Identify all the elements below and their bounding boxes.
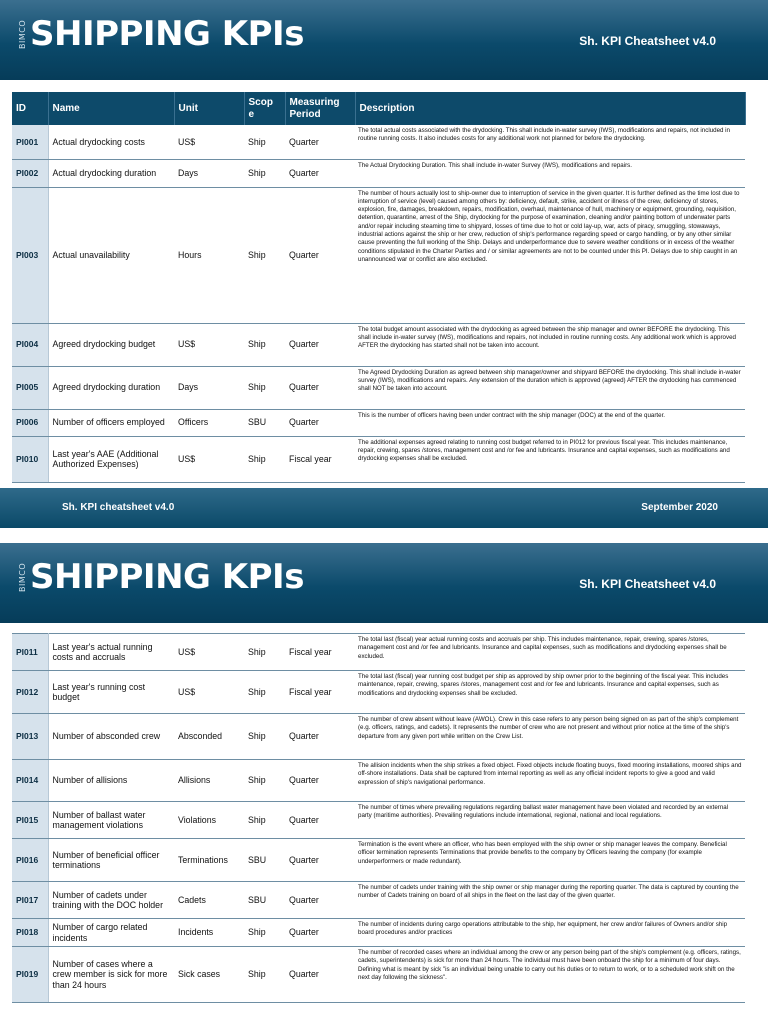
kpi-description: The total actual costs associated with the drydocking. This shall include in-water survey (IWS), modifications and repairs, not included in routine running costs. It also includes costs for any additional work not planned for before the drydocking. <box>355 125 745 159</box>
table-row <box>12 839 745 882</box>
kpi-unit: Terminations <box>174 839 244 882</box>
kpi-unit: Sick cases <box>174 947 244 1003</box>
table-row <box>12 159 745 187</box>
col-description: Description <box>355 92 745 125</box>
bimco-label: BIMCO <box>18 19 27 49</box>
brand-title: SHIPPING KPIs <box>30 557 304 597</box>
kpi-description: The Agreed Drydocking Duration as agreed between ship manager/owner and shipyard BEFORE the drydocking. This shall include in-water survey (IWS), modifications and repairs. Any extension of the duration which is approved (agreed) AFTER the drydocking has commenced shall NOT be taken into account. <box>355 366 745 409</box>
kpi-id: PI012 <box>12 671 48 714</box>
kpi-description: The allision incidents when the ship strikes a fixed object. Fixed objects include floating buoys, fixed mooring installations, moored ships and off-shore installations. Data shall be captured from internal reporting as well as any official incident reports to give a good and valid expression of ship's navigational performance. <box>355 760 745 802</box>
brand-title: SHIPPING KPIs <box>30 14 304 54</box>
page1-header <box>0 0 768 80</box>
kpi-name: Number of officers employed <box>48 409 174 436</box>
kpi-scope: SBU <box>244 409 285 436</box>
kpi-description: The additional expenses agreed relating to running cost budget referred to in PI012 for previous fiscal year. This includes maintenance, repair, crewing, spares /stores, management cost and /or fee and lubricants. Insurance and capital expenses, such as modifications and drydocking expenses shall be excluded. <box>355 436 745 482</box>
table-row <box>12 323 745 366</box>
kpi-name: Last year's actual running costs and accruals <box>48 634 174 671</box>
table-row <box>12 882 745 919</box>
kpi-period: Quarter <box>285 947 355 1003</box>
col-unit: Unit <box>174 92 244 125</box>
kpi-scope: SBU <box>244 839 285 882</box>
bimco-label: BIMCO <box>18 562 27 592</box>
kpi-description: The total last (fiscal) year running cost budget per ship as approved by ship owner prior to the beginning of the fiscal year. This includes maintenance, repair, crewing, spares /stores, management cost and /or fee and lubricants. Insurance and capital expenses, such as modifications and drydocking expenses shall be excluded. <box>355 671 745 714</box>
table-row <box>12 366 745 409</box>
kpi-scope: Ship <box>244 802 285 839</box>
kpi-id: PI015 <box>12 802 48 839</box>
kpi-description: The total budget amount associated with the drydocking as agreed between the ship manager and owner BEFORE the drydocking. This shall include in-water survey (IWS), modifications and repairs, not included in routine running costs. Any additional work which is approved AFTER the drydocking has started shall not be taken into account. <box>355 323 745 366</box>
kpi-scope: Ship <box>244 919 285 947</box>
kpi-description: The number of times where prevailing regulations regarding ballast water management have been violated and recorded by an external party (maritime authorities). Prevailing regulations include international, regional, national and local regulations. <box>355 802 745 839</box>
kpi-scope: Ship <box>244 436 285 482</box>
kpi-scope: Ship <box>244 125 285 159</box>
table-header-row <box>12 92 745 125</box>
kpi-period: Quarter <box>285 839 355 882</box>
kpi-description: The number of hours actually lost to ship-owner due to interruption of service in the given quarter. It is further defined as the time lost due to interruption of service (level) caused among others by: deficiency, default, strike, accident or illness of the crew, deficiency of stores, explosion, fire, damages, breakdown, repairs, modification, overhaul, maintenance of hull, machinery or equipment, grounding, requisition, detention, quarantine, arrest of the Ship, drydocking for the purpose of examination, cleaning and/or painting bottom of underwater parts and/or repair including steaming time to shipyard, losses of time due to hot or cold lay-up, war, acts of piracy, smuggling, stowaways, industrial actions against the ship or her crew, reduction of ship's performance regarding speed or cargo handling, or by any other similar cause preventing the full working of the Ship. Delays and underperformance due to severe weather conditions or in excess of the weather conditions stipulated in the Charter Parties and / or similar agreements are not to be counted under this PI. Delays due to ship caught in an unannounced war or conflict are also excluded. <box>355 187 745 323</box>
table-row <box>12 187 745 323</box>
kpi-scope: Ship <box>244 760 285 802</box>
kpi-scope: SBU <box>244 882 285 919</box>
kpi-scope: Ship <box>244 947 285 1003</box>
kpi-name: Agreed drydocking duration <box>48 366 174 409</box>
kpi-period: Fiscal year <box>285 634 355 671</box>
footer-left: Sh. KPI cheatsheet v4.0 <box>62 502 175 513</box>
table-row <box>12 714 745 760</box>
kpi-scope: Ship <box>244 187 285 323</box>
kpi-id: PI017 <box>12 882 48 919</box>
kpi-name: Agreed drydocking budget <box>48 323 174 366</box>
kpi-period: Quarter <box>285 714 355 760</box>
kpi-table-page2 <box>12 633 745 1003</box>
cheatsheet-label: Sh. KPI Cheatsheet v4.0 <box>579 34 716 48</box>
kpi-id: PI003 <box>12 187 48 323</box>
kpi-unit: US$ <box>174 323 244 366</box>
kpi-unit: Incidents <box>174 919 244 947</box>
table-row <box>12 802 745 839</box>
kpi-name: Last year's running cost budget <box>48 671 174 714</box>
kpi-table-page1 <box>12 92 745 483</box>
page2-header <box>0 543 768 623</box>
table-row <box>12 760 745 802</box>
kpi-id: PI019 <box>12 947 48 1003</box>
kpi-period: Quarter <box>285 187 355 323</box>
kpi-unit: Hours <box>174 187 244 323</box>
kpi-name: Number of cadets under training with the DOC holder <box>48 882 174 919</box>
kpi-scope: Ship <box>244 366 285 409</box>
table-row <box>12 671 745 714</box>
kpi-name: Number of beneficial officer terminations <box>48 839 174 882</box>
kpi-id: PI014 <box>12 760 48 802</box>
kpi-name: Number of cargo related incidents <box>48 919 174 947</box>
kpi-unit: Officers <box>174 409 244 436</box>
kpi-unit: Days <box>174 366 244 409</box>
kpi-scope: Ship <box>244 323 285 366</box>
kpi-id: PI002 <box>12 159 48 187</box>
kpi-description: The number of cadets under training with the ship owner or ship manager during the reporting quarter. The data is captured by counting the number of Cadets training on board of all ships in the fleet on the last day of the given quarter. <box>355 882 745 919</box>
kpi-name: Number of cases where a crew member is sick for more than 24 hours <box>48 947 174 1003</box>
cheatsheet-label: Sh. KPI Cheatsheet v4.0 <box>579 577 716 591</box>
kpi-id: PI010 <box>12 436 48 482</box>
kpi-scope: Ship <box>244 159 285 187</box>
bimco-logo <box>18 14 304 54</box>
kpi-name: Actual unavailability <box>48 187 174 323</box>
col-period: Measuring Period <box>285 92 355 125</box>
kpi-description: The total last (fiscal) year actual running costs and accruals per ship. This includes maintenance, repair, crewing, spares /stores, management cost and /or fee and lubricants. Insurance and capital expenses, such as modifications and drydocking expenses shall be excluded. <box>355 634 745 671</box>
page1-footer <box>0 488 768 528</box>
kpi-name: Actual drydocking costs <box>48 125 174 159</box>
kpi-period: Quarter <box>285 802 355 839</box>
kpi-period: Quarter <box>285 409 355 436</box>
kpi-period: Quarter <box>285 919 355 947</box>
table-row <box>12 125 745 159</box>
kpi-scope: Ship <box>244 714 285 760</box>
kpi-name: Last year's AAE (Additional Authorized Expenses) <box>48 436 174 482</box>
kpi-unit: Absconded <box>174 714 244 760</box>
kpi-description: The number of incidents during cargo operations attributable to the ship, her equipment, her crew and/or failures of Owners and/or ship board procedures and/or practices <box>355 919 745 947</box>
kpi-name: Actual drydocking duration <box>48 159 174 187</box>
kpi-name: Number of ballast water management violations <box>48 802 174 839</box>
table-row <box>12 919 745 947</box>
footer-date: September 2020 <box>641 502 718 513</box>
kpi-unit: US$ <box>174 671 244 714</box>
kpi-id: PI011 <box>12 634 48 671</box>
col-id: ID <box>12 92 48 125</box>
bimco-logo <box>18 557 304 597</box>
kpi-unit: Cadets <box>174 882 244 919</box>
kpi-period: Quarter <box>285 882 355 919</box>
kpi-name: Number of absconded crew <box>48 714 174 760</box>
kpi-name: Number of allisions <box>48 760 174 802</box>
kpi-unit: US$ <box>174 436 244 482</box>
kpi-period: Quarter <box>285 323 355 366</box>
kpi-period: Quarter <box>285 125 355 159</box>
kpi-unit: Violations <box>174 802 244 839</box>
kpi-unit: US$ <box>174 125 244 159</box>
kpi-id: PI001 <box>12 125 48 159</box>
kpi-period: Fiscal year <box>285 671 355 714</box>
kpi-id: PI016 <box>12 839 48 882</box>
kpi-description: The number of crew absent without leave (AWOL). Crew in this case refers to any person being signed on as part of the ship's complement (e.g. officers, ratings, and cadets). It represents the number of crew who are not present and without prior notice at the time of the ship's departure from any given port while written on the Crew List. <box>355 714 745 760</box>
kpi-description: This is the number of officers having been under contract with the ship manager (DOC) at the end of the quarter. <box>355 409 745 436</box>
kpi-id: PI005 <box>12 366 48 409</box>
kpi-scope: Ship <box>244 634 285 671</box>
kpi-unit: Allisions <box>174 760 244 802</box>
kpi-period: Quarter <box>285 760 355 802</box>
kpi-period: Quarter <box>285 366 355 409</box>
table-row <box>12 436 745 482</box>
kpi-period: Quarter <box>285 159 355 187</box>
kpi-period: Fiscal year <box>285 436 355 482</box>
table-row <box>12 409 745 436</box>
kpi-id: PI006 <box>12 409 48 436</box>
kpi-unit: US$ <box>174 634 244 671</box>
kpi-id: PI004 <box>12 323 48 366</box>
table-row <box>12 634 745 671</box>
kpi-description: The Actual Drydocking Duration. This shall include in-water Survey (IWS), modifications and repairs. <box>355 159 745 187</box>
col-name: Name <box>48 92 174 125</box>
kpi-description: Termination is the event where an officer, who has been employed with the ship owner or ship manager leaves the company. Beneficial officer termination represents Terminations that provide benefits to the company by Officers leaving the company (for example underperformers or made redundant). <box>355 839 745 882</box>
kpi-id: PI018 <box>12 919 48 947</box>
table-row <box>12 947 745 1003</box>
col-scope: Scop e <box>244 92 285 125</box>
kpi-id: PI013 <box>12 714 48 760</box>
kpi-scope: Ship <box>244 671 285 714</box>
kpi-description: The number of recorded cases where an individual among the crew or any person being part of the ship's complement (e.g. officers, ratings, cadets, superintendents) is sick for more than 24 hours. The individual must have been onboard the ship for a minimum of four days. Defining what is meant by sick "is an individual being unable to carry out his duties or to return to work, or to a scheduled work shift on the next day following the sickness". <box>355 947 745 1003</box>
kpi-unit: Days <box>174 159 244 187</box>
